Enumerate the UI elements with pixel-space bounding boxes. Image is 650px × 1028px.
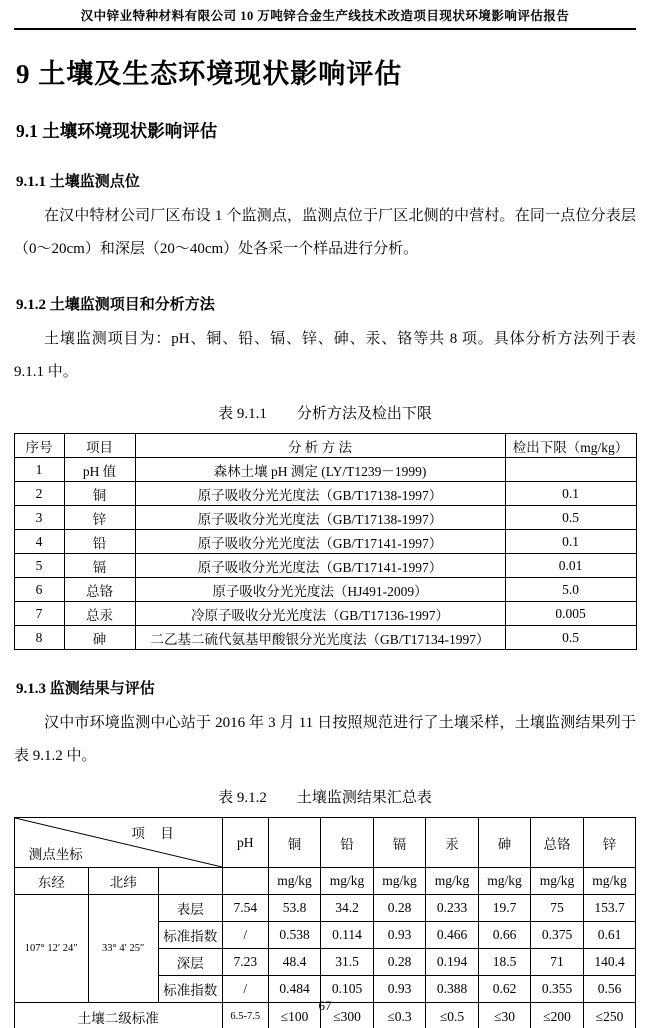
t2-std-cell: ≤0.5 <box>426 1003 479 1028</box>
t1-header-seq: 序号 <box>14 434 64 458</box>
t1-cell: 原子吸收分光光度法（GB/T17141-1997） <box>135 530 505 554</box>
t1-cell: 原子吸收分光光度法（GB/T17138-1997） <box>135 506 505 530</box>
t2-header-cu: 铜 <box>268 818 321 868</box>
t2-header-longitude: 东经 <box>14 868 88 895</box>
t2-cell: / <box>222 976 268 1003</box>
table-analysis-methods <box>14 433 637 650</box>
layer-label: 深层 <box>158 949 222 976</box>
t2-cell: 0.56 <box>583 976 636 1003</box>
t2-cell: 18.5 <box>478 949 531 976</box>
t1-cell: 7 <box>14 602 64 626</box>
t1-cell: 1 <box>14 458 64 482</box>
t1-cell: 二乙基二硫代氨基甲酸银分光光度法（GB/T17134-1997） <box>135 626 505 650</box>
layer-label: 表层 <box>158 895 222 922</box>
t2-cell: 0.61 <box>583 922 636 949</box>
t2-cell: 48.4 <box>268 949 321 976</box>
t1-cell: 铅 <box>64 530 135 554</box>
t1-cell: 原子吸收分光光度法（GB/T17141-1997） <box>135 554 505 578</box>
t1-cell: 总铬 <box>64 578 135 602</box>
t2-cell: 7.54 <box>222 895 268 922</box>
table1-caption: 表 9.1.1 分析方法及检出下限 <box>218 406 432 422</box>
t2-unit-cell: mg/kg <box>478 868 531 895</box>
diag-label-item: 项 目 <box>131 826 180 841</box>
t1-cell: 铜 <box>64 482 135 506</box>
t1-cell: 森林土壤 pH 测定 (LY/T1239－1999) <box>135 458 505 482</box>
subsection-title-913: 9.1.3 监测结果与评估 <box>16 681 155 697</box>
table-row <box>14 506 636 530</box>
table-row <box>14 458 636 482</box>
t2-std-cell: ≤30 <box>478 1003 531 1028</box>
t2-cell: 34.2 <box>321 895 374 922</box>
t1-header-limit: 检出下限（mg/kg） <box>505 434 636 458</box>
t1-cell: 砷 <box>64 626 135 650</box>
t1-cell: 6 <box>14 578 64 602</box>
t2-unit-cell: mg/kg <box>531 868 584 895</box>
standard-label: 土壤二级标准 <box>14 1003 222 1028</box>
t2-cell: 0.93 <box>373 976 426 1003</box>
t1-cell: 3 <box>14 506 64 530</box>
table-unit-row <box>14 868 636 895</box>
table-row <box>14 554 636 578</box>
running-header: 汉中锌业特种材料有限公司 10 万吨锌合金生产线技术改造项目现状环境影响评估报告 <box>80 9 570 23</box>
t2-header-cd: 镉 <box>373 818 426 868</box>
t1-cell: 0.5 <box>505 626 636 650</box>
t2-empty-cell <box>158 868 222 895</box>
t2-cell: 0.66 <box>478 922 531 949</box>
t2-cell: 53.8 <box>268 895 321 922</box>
t2-cell: 153.7 <box>583 895 636 922</box>
table2-caption: 表 9.1.2 土壤监测结果汇总表 <box>218 790 432 806</box>
layer-label: 标准指数 <box>158 976 222 1003</box>
header-rule <box>14 28 636 30</box>
t1-cell: 0.5 <box>505 506 636 530</box>
diag-label-coords: 测点坐标 <box>28 847 83 862</box>
t2-cell: 31.5 <box>321 949 374 976</box>
subsection-title-911: 9.1.1 土壤监测点位 <box>16 174 140 190</box>
t1-cell: 原子吸收分光光度法（GB/T17138-1997） <box>135 482 505 506</box>
paragraph-912: 土壤监测项目为：pH、铜、铅、镉、锌、砷、汞、铬等共 8 项。具体分析方法列于表 9.1.1 中。 <box>14 331 636 380</box>
t2-cell: 0.466 <box>426 922 479 949</box>
t2-cell: 0.233 <box>426 895 479 922</box>
t2-header-cr: 总铬 <box>531 818 584 868</box>
t1-cell: 4 <box>14 530 64 554</box>
t2-cell: 0.105 <box>321 976 374 1003</box>
t2-cell: / <box>222 922 268 949</box>
t2-cell: 0.62 <box>478 976 531 1003</box>
t2-cell: 75 <box>531 895 584 922</box>
table-monitoring-results <box>14 817 637 1028</box>
layer-label: 标准指数 <box>158 922 222 949</box>
t2-header-ph: pH <box>222 818 268 868</box>
t2-unit-cell: mg/kg <box>321 868 374 895</box>
t1-header-item: 项目 <box>64 434 135 458</box>
diagonal-header-cell <box>14 818 222 868</box>
t2-cell: 0.375 <box>531 922 584 949</box>
t2-std-cell: ≤100 <box>268 1003 321 1028</box>
latitude-value: 33° 4′ 25″ <box>88 895 158 1003</box>
t2-cell: 0.484 <box>268 976 321 1003</box>
table-row <box>14 530 636 554</box>
t1-cell: 5 <box>14 554 64 578</box>
t1-cell: 2 <box>14 482 64 506</box>
t2-header-latitude: 北纬 <box>88 868 158 895</box>
t2-empty-cell <box>222 868 268 895</box>
subsection-title-912: 9.1.2 土壤监测项目和分析方法 <box>16 297 215 313</box>
section-title: 9.1 土壤环境现状影响评估 <box>16 121 218 141</box>
table-row <box>14 578 636 602</box>
t1-cell: 0.01 <box>505 554 636 578</box>
t2-std-cell: ≤300 <box>321 1003 374 1028</box>
t1-cell: 5.0 <box>505 578 636 602</box>
page-number: 67 <box>318 998 332 1013</box>
t2-cell: 0.538 <box>268 922 321 949</box>
longitude-value: 107° 12′ 24″ <box>14 895 88 1003</box>
t1-cell: pH 值 <box>64 458 135 482</box>
t2-header-zn: 锌 <box>583 818 636 868</box>
t2-std-cell: ≤0.3 <box>373 1003 426 1028</box>
t1-cell <box>505 458 636 482</box>
t2-cell: 0.28 <box>373 949 426 976</box>
t2-std-cell: ≤250 <box>583 1003 636 1028</box>
t2-unit-cell: mg/kg <box>583 868 636 895</box>
t2-cell: 0.355 <box>531 976 584 1003</box>
t2-cell: 140.4 <box>583 949 636 976</box>
t1-header-method: 分 析 方 法 <box>135 434 505 458</box>
t2-cell: 0.388 <box>426 976 479 1003</box>
t1-cell: 0.005 <box>505 602 636 626</box>
t1-cell: 冷原子吸收分光光度法（GB/T17136-1997） <box>135 602 505 626</box>
table-header-row <box>14 434 636 458</box>
t1-cell: 锌 <box>64 506 135 530</box>
t2-header-pb: 铅 <box>321 818 374 868</box>
t2-cell: 0.28 <box>373 895 426 922</box>
t1-cell: 8 <box>14 626 64 650</box>
t1-cell: 0.1 <box>505 482 636 506</box>
t2-cell: 0.114 <box>321 922 374 949</box>
table-row <box>14 602 636 626</box>
t2-unit-cell: mg/kg <box>373 868 426 895</box>
t2-unit-cell: mg/kg <box>268 868 321 895</box>
t2-cell: 0.194 <box>426 949 479 976</box>
t1-cell: 镉 <box>64 554 135 578</box>
table-row <box>14 482 636 506</box>
t2-std-cell: 6.5-7.5 <box>222 1003 268 1028</box>
t2-cell: 71 <box>531 949 584 976</box>
t1-cell: 原子吸收分光光度法（HJ491-2009） <box>135 578 505 602</box>
table-header-row <box>14 818 636 868</box>
table-row <box>14 626 636 650</box>
paragraph-913: 汉中市环境监测中心站于 2016 年 3 月 11 日按照规范进行了土壤采样，土壤监测结果列于表 9.1.2 中。 <box>14 715 636 764</box>
t1-cell: 总汞 <box>64 602 135 626</box>
t2-cell: 7.23 <box>222 949 268 976</box>
t2-header-as: 砷 <box>478 818 531 868</box>
table-row-surface <box>14 895 636 922</box>
t2-unit-cell: mg/kg <box>426 868 479 895</box>
t2-cell: 0.93 <box>373 922 426 949</box>
t2-cell: 19.7 <box>478 895 531 922</box>
t1-cell: 0.1 <box>505 530 636 554</box>
t2-std-cell: ≤200 <box>531 1003 584 1028</box>
t2-header-hg: 汞 <box>426 818 479 868</box>
paragraph-911: 在汉中特材公司厂区布设 1 个监测点，监测点位于厂区北侧的中营村。在同一点位分表层（0～20cm）和深层（20～40cm）处各采一个样品进行分析。 <box>14 208 636 257</box>
chapter-title: 9 土壤及生态环境现状影响评估 <box>16 59 403 89</box>
